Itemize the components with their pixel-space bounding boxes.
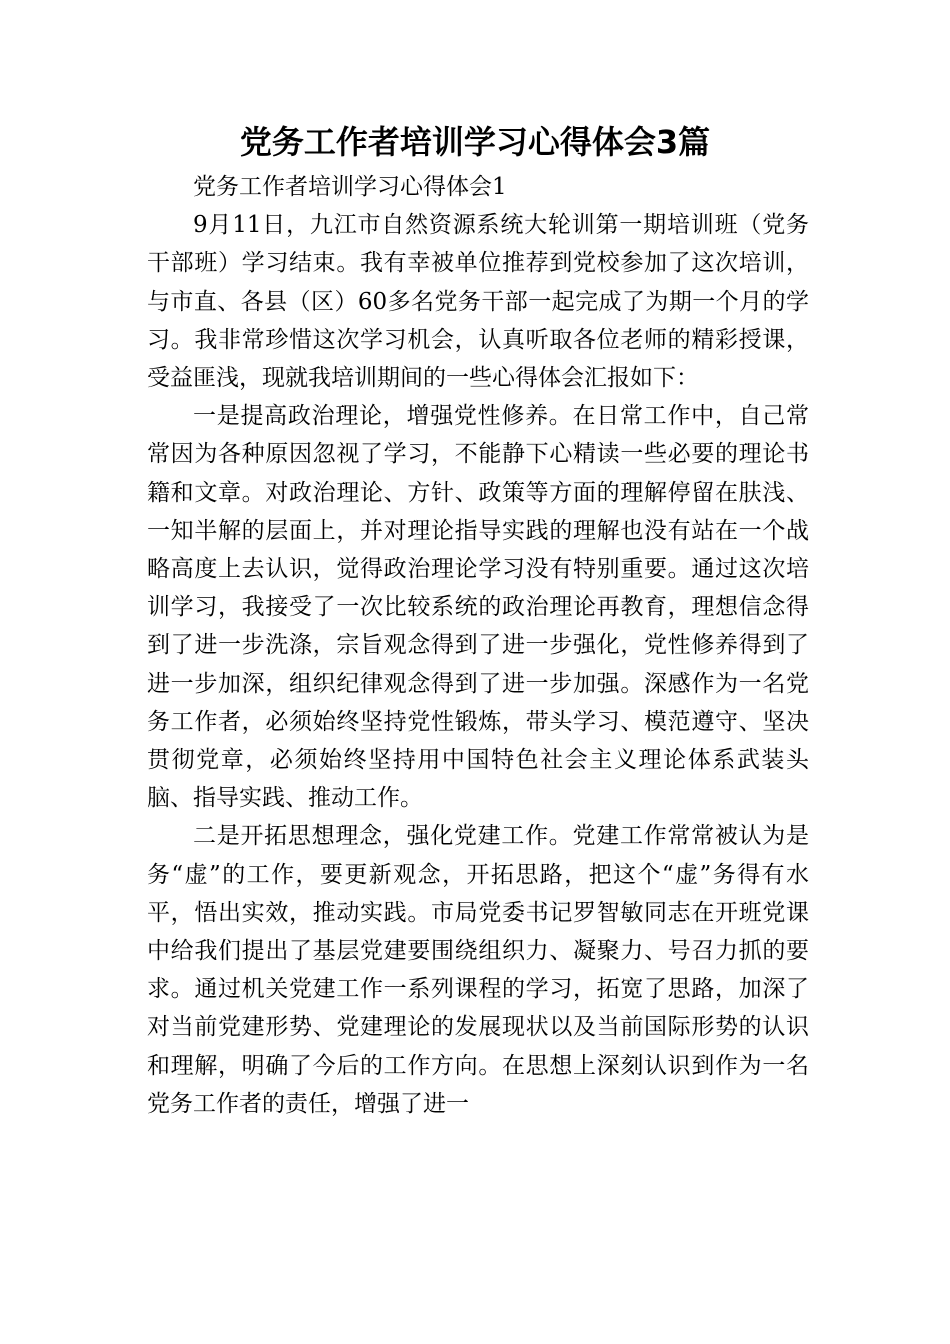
paragraph-point-one: 一是提高政治理论，增强党性修养。在日常工作中，自己常常因为各种原因忽视了学习，不能静下心精读一些必要的理论书籍和文章。对政治理论、方针、政策等方面的理解停留在肤浅、一知半解的层面上，并对理论指导实践的理解也没有站在一个战略高度上去认识，觉得政治理论学习没有特别重要。通过这次培训学习，我接受了一次比较系统的政治理论再教育，理想信念得到了进一步洗涤，宗旨观念得到了进一步强化，党性修养得到了进一步加深，组织纪律观念得到了进一步加强。深感作为一名党务工作者，必须始终坚持党性锻炼，带头学习、模范遵守、坚决贯彻党章，必须始终坚持用中国特色社会主义理论体系武装头脑、指导实践、推动工作。	[147, 403, 809, 812]
document-body	[147, 168, 809, 1123]
document-title: 党务工作者培训学习心得体会3篇	[239, 123, 711, 161]
section-heading: 党务工作者培训学习心得体会1	[193, 174, 507, 200]
paragraph-intro: 9月11日，九江市自然资源系统大轮训第一期培训班（党务干部班）学习结束。我有幸被单位推荐到党校参加了这次培训，与市直、各县（区）60多名党务干部一起完成了为期一个月的学习。我非常珍惜这次学习机会，认真听取各位老师的精彩授课，受益匪浅，现就我培训期间的一些心得体会汇报如下：	[147, 212, 809, 392]
paragraph-point-two: 二是开拓思想理念，强化党建工作。党建工作常常被认为是务“虚”的工作，要更新观念，开拓思路，把这个“虚”务得有水平，悟出实效，推动实践。市局党委书记罗智敏同志在开班党课中给我们提出了基层党建要围绕组织力、凝聚力、号召力抓的要求。通过机关党建工作一系列课程的学习，拓宽了思路，加深了对当前党建形势、党建理论的发展现状以及当前国际形势的认识和理解，明确了今后的工作方向。在思想上深刻认识到作为一名党务工作者的责任，增强了进一	[147, 823, 809, 1117]
